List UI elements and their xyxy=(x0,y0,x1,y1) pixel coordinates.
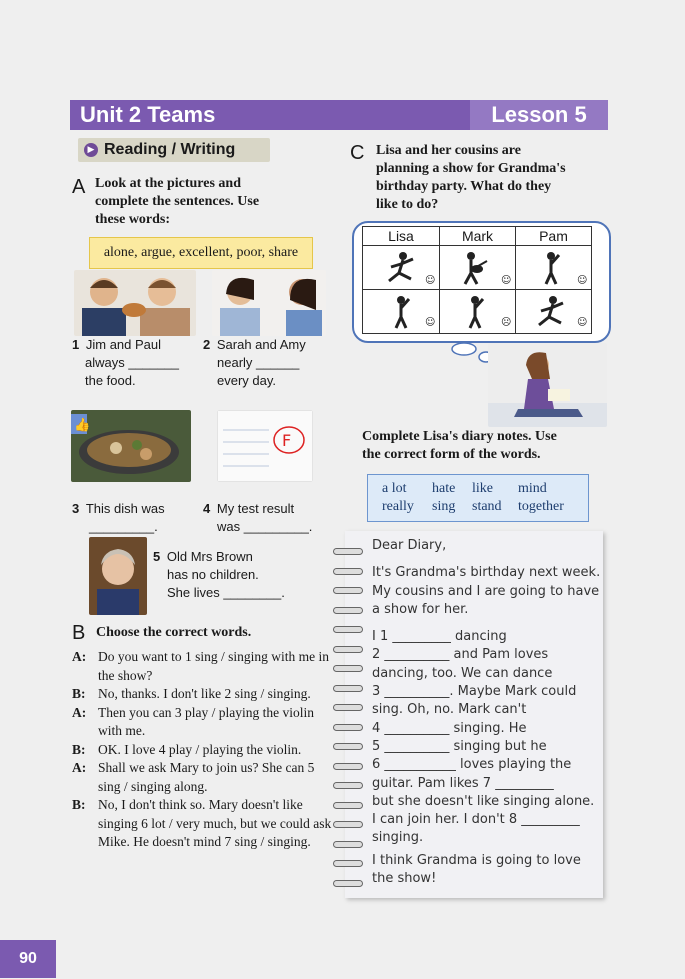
spiral-ring xyxy=(333,763,363,770)
face-icon: ☺ xyxy=(577,275,588,286)
test-paper-photo xyxy=(217,410,313,482)
section-b-letter: B xyxy=(72,622,86,644)
spiral-ring xyxy=(333,587,363,594)
spiral-ring xyxy=(333,704,363,711)
table-header-pam: Pam xyxy=(539,228,568,244)
spiral-ring xyxy=(333,880,363,887)
spiral-ring xyxy=(333,841,363,848)
singing-icon xyxy=(539,251,563,285)
face-icon: ☺ xyxy=(577,317,588,328)
dialogue-line: A: Then you can 3 play / playing the violin with me. xyxy=(72,704,314,738)
svg-text:F: F xyxy=(282,431,292,450)
play-icon: ▶ xyxy=(84,143,98,157)
section-c-instruction: Lisa and her cousins are planning a show for Grandma's birthday party. What do they like to do? xyxy=(376,143,566,212)
singing-icon xyxy=(389,295,413,329)
boys-sharing-photo xyxy=(74,270,196,336)
spiral-ring xyxy=(333,685,363,692)
table-header-mark: Mark xyxy=(461,228,494,244)
spiral-ring xyxy=(333,626,363,633)
dialogue-line: A: Shall we ask Mary to join us? She can 5 sing / singing along. xyxy=(72,760,315,794)
dialogue-line: B: OK. I love 4 play / playing the violin. xyxy=(72,741,302,757)
item-1: 1 Jim and Paul always _______ the food. xyxy=(72,337,179,388)
word-box: alone, argue, excellent, poor, share xyxy=(89,237,313,269)
section-label: Reading / Writing xyxy=(104,141,236,158)
spiral-ring xyxy=(333,724,363,731)
section-c-letter: C xyxy=(350,142,365,164)
spiral-ring xyxy=(333,743,363,750)
spiral-ring xyxy=(333,860,363,867)
spiral-ring xyxy=(333,802,363,809)
dialogue-line: A: Do you want to 1 sing / singing with me in the show? xyxy=(72,649,329,683)
spiral-ring xyxy=(333,665,363,672)
face-icon: ☹ xyxy=(501,317,512,328)
lisa-writing-photo xyxy=(488,343,607,427)
lesson-title: Lesson 5 xyxy=(470,100,608,130)
section-a-letter: A xyxy=(72,176,86,198)
section-b-instruction: Choose the correct words. xyxy=(96,625,252,640)
girls-arguing-photo xyxy=(212,270,326,336)
dialogue xyxy=(72,648,332,852)
dialogue-line: B: No, I don't think so. Mary doesn't like singing 6 lot / very much, but we could ask Mike. He doesn't mind 7 sing / singing. xyxy=(72,797,332,849)
complete-instruction: Complete Lisa's diary notes. Use the correct form of the words. xyxy=(362,429,557,462)
spiral-ring xyxy=(333,646,363,653)
item-4: 4 My test result was _________. xyxy=(203,501,313,534)
item-5: 5 Old Mrs Brown has no children. She lives ________. xyxy=(153,549,285,600)
dish-photo xyxy=(71,410,191,482)
diary-text: Dear Diary, It's Grandma's birthday next week. My cousins and I are going to have a show for her. I 1 _________ dancing 2 __________ and Pam loves dancing, too. We can dance 3 __________. Maybe Mark could sing. Oh, no. Mark can't 4 __________ singing. He 5 __________ singing but he 6 ___________ loves playing the guitar. Pam likes 7 _________ but she doesn't like singing alone. I can join her. I don't 8 _________ singing. I think Grandma is going to love the show! xyxy=(372,538,601,887)
dancing-icon xyxy=(535,295,565,329)
dialogue-line: B: No, thanks. I don't like 2 sing / singing. xyxy=(72,686,311,701)
activity-table xyxy=(362,226,592,334)
mrs-brown-photo xyxy=(89,537,147,615)
diary-word-box: a lot hate like mind really sing stand together xyxy=(367,474,589,522)
face-icon: ☺ xyxy=(425,317,436,328)
spiral-ring xyxy=(333,782,363,789)
section-a-instruction: Look at the pictures and complete the sentences. Use these words: xyxy=(95,176,260,227)
table-header-lisa: Lisa xyxy=(388,228,414,244)
item-2: 2 Sarah and Amy nearly ______ every day. xyxy=(203,337,306,388)
spiral-ring xyxy=(333,568,363,575)
page-number: 90 xyxy=(0,940,56,978)
spiral-ring xyxy=(333,607,363,614)
guitar-playing-icon xyxy=(459,251,489,285)
unit-title: Unit 2 Teams xyxy=(80,102,216,127)
face-icon: ☺ xyxy=(501,275,512,286)
dancing-icon xyxy=(385,251,415,285)
svg-text:👍: 👍 xyxy=(74,418,91,433)
face-icon: ☺ xyxy=(425,275,436,286)
spiral-ring xyxy=(333,548,363,555)
spiral-ring xyxy=(333,821,363,828)
singing-icon xyxy=(463,295,487,329)
item-3: 3 This dish was _________. xyxy=(72,501,165,534)
